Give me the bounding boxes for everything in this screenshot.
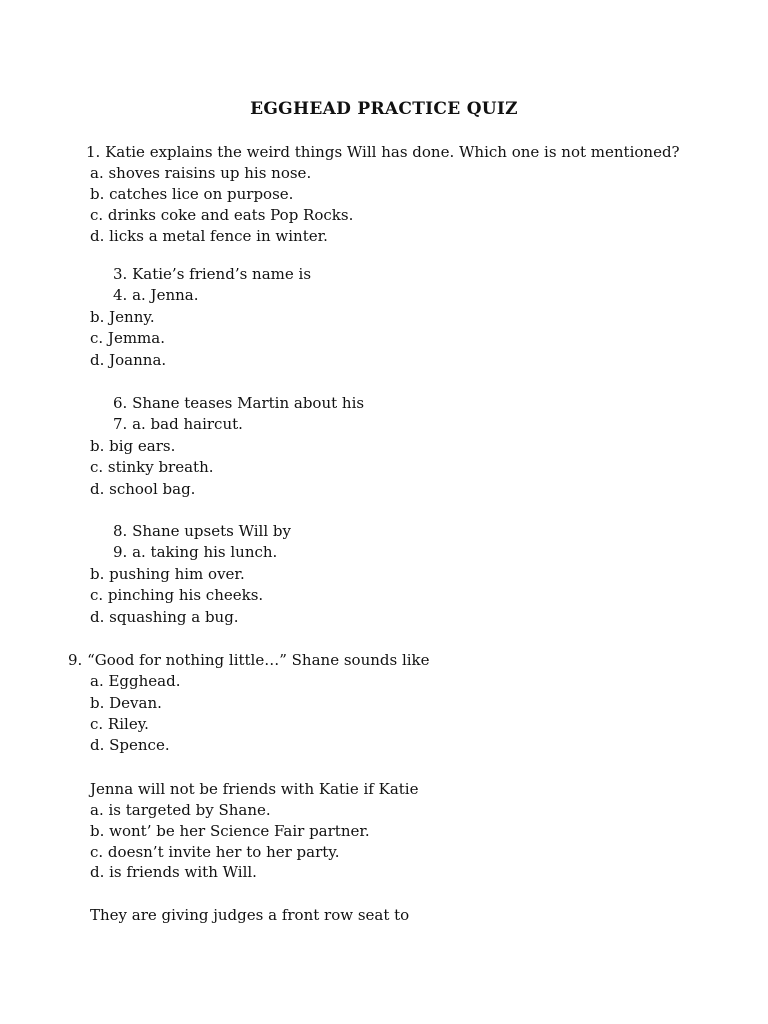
- question-3: 3. Katie’s friend’s name is: [113, 265, 312, 283]
- question-jenna-option-b: b. wont’ be her Science Fair partner.: [90, 822, 370, 840]
- question-3-option-d: d. Joanna.: [90, 351, 167, 369]
- question-jenna-option-c: c. doesn’t invite her to her party.: [90, 843, 340, 861]
- question-6-option-c: c. stinky breath.: [90, 458, 214, 476]
- question-8: 8. Shane upsets Will by: [113, 522, 291, 540]
- page-title: EGGHEAD PRACTICE QUIZ: [250, 99, 518, 119]
- question-1: 1. Katie explains the weird things Will has done. Which one is not mentioned?: [86, 143, 680, 161]
- question-3-option-c: c. Jemma.: [90, 329, 165, 347]
- question-6-option-d: d. school bag.: [90, 480, 196, 498]
- question-9-option-b: b. Devan.: [90, 694, 162, 712]
- question-jenna: Jenna will not be friends with Katie if Katie: [90, 780, 419, 798]
- question-1-option-b: b. catches lice on purpose.: [90, 185, 294, 203]
- question-7-option-a: 7. a. bad haircut.: [113, 415, 243, 433]
- question-9: 9. “Good for nothing little…” Shane sounds like: [68, 651, 430, 669]
- question-9-option-a: 9. a. taking his lunch.: [113, 543, 278, 561]
- question-1-option-d: d. licks a metal fence in winter.: [90, 227, 328, 245]
- question-6: 6. Shane teases Martin about his: [113, 394, 365, 412]
- question-8-option-c: c. pinching his cheeks.: [90, 586, 264, 604]
- question-jenna-option-d: d. is friends with Will.: [90, 863, 257, 881]
- question-1-option-c: c. drinks coke and eats Pop Rocks.: [90, 206, 354, 224]
- question-8-option-b: b. pushing him over.: [90, 565, 245, 583]
- question-jenna-option-a: a. is targeted by Shane.: [90, 801, 271, 819]
- question-9-option-a: a. Egghead.: [90, 672, 181, 690]
- question-judges: They are giving judges a front row seat to: [90, 906, 410, 924]
- question-1-option-a: a. shoves raisins up his nose.: [90, 164, 312, 182]
- question-8-option-d: d. squashing a bug.: [90, 608, 239, 626]
- question-4-option-a: 4. a. Jenna.: [113, 286, 199, 304]
- question-6-option-b: b. big ears.: [90, 437, 176, 455]
- question-3-option-b: b. Jenny.: [90, 308, 155, 326]
- question-9-option-d: d. Spence.: [90, 736, 170, 754]
- question-9-option-c: c. Riley.: [90, 715, 149, 733]
